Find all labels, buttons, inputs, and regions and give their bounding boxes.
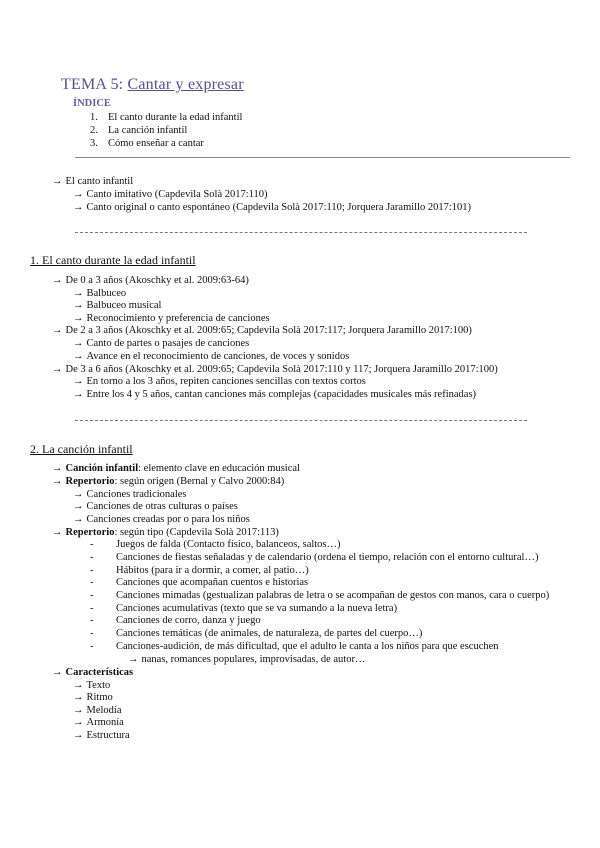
s1-group-main: → De 0 a 3 años (Akoschky et al. 2009:63-64) bbox=[52, 275, 249, 286]
arrow-icon: → bbox=[73, 514, 84, 525]
s2-repertorio-origen: → Repertorio: según origen (Bernal y Calvo 2000:84) bbox=[52, 476, 285, 487]
s1-group-main: → De 3 a 6 años (Akoschky et al. 2009:65; Capdevila Solà 2017:110 y 117; Jorquera Jaramillo 2017:100) bbox=[52, 364, 498, 375]
s2-type-item: - Canciones mimadas (gestualizan palabras de letra o se acompañan de gestos con manos, cara o cuerpo) bbox=[90, 590, 550, 601]
index-heading: ÍNDICE bbox=[73, 98, 111, 109]
index-item: 2. La canción infantil bbox=[90, 125, 188, 136]
arrow-icon: → bbox=[73, 489, 84, 500]
intro-main: → El canto infantil bbox=[52, 176, 134, 187]
index-item: 3. Cómo enseñar a cantar bbox=[90, 138, 204, 149]
page-title bbox=[61, 76, 244, 94]
arrow-icon: → bbox=[52, 364, 63, 375]
s2-type-item: - Juegos de falda (Contacto físico, balanceos, saltos…) bbox=[90, 539, 341, 550]
arrow-icon: → bbox=[73, 717, 84, 728]
s2-sub-item: → Canciones de otras culturas o países bbox=[73, 501, 238, 512]
s2-sub-item: → Melodía bbox=[73, 705, 122, 716]
s1-sub-item: → Avance en el reconocimiento de canciones, de voces y sonidos bbox=[73, 351, 350, 362]
dashed-divider bbox=[75, 420, 527, 421]
section2-heading: 2. La canción infantil bbox=[30, 442, 133, 456]
arrow-icon: → bbox=[52, 527, 63, 538]
arrow-icon: → bbox=[73, 501, 84, 512]
arrow-icon: → bbox=[128, 654, 139, 665]
s2-type-item: - Canciones que acompañan cuentos e historias bbox=[90, 577, 309, 588]
arrow-icon: → bbox=[73, 389, 84, 400]
arrow-icon: → bbox=[73, 313, 84, 324]
s2-type-extra: → nanas, romances populares, improvisadas, de autor… bbox=[128, 654, 366, 665]
s2-sub-item: → Armonía bbox=[73, 717, 124, 728]
index-item: 1. El canto durante la edad infantil bbox=[90, 112, 243, 123]
arrow-icon: → bbox=[73, 376, 84, 387]
arrow-icon: → bbox=[52, 325, 63, 336]
s1-sub-item: → Balbuceo musical bbox=[73, 300, 162, 311]
s2-type-item: - Canciones acumulativas (texto que se va sumando a la nueva letra) bbox=[90, 603, 398, 614]
arrow-icon: → bbox=[52, 176, 63, 187]
arrow-icon: → bbox=[73, 338, 84, 349]
s2-sub-item: → Canciones creadas por o para los niños bbox=[73, 514, 250, 525]
arrow-icon: → bbox=[73, 300, 84, 311]
intro-sub: → Canto original o canto espontáneo (Capdevila Solà 2017:110; Jorquera Jaramillo 2017:101) bbox=[73, 202, 472, 213]
intro-sub: → Canto imitativo (Capdevila Solà 2017:110) bbox=[73, 189, 268, 200]
arrow-icon: → bbox=[73, 680, 84, 691]
arrow-icon: → bbox=[52, 476, 63, 487]
s2-sub-item: → Texto bbox=[73, 680, 111, 691]
arrow-icon: → bbox=[52, 275, 63, 286]
arrow-icon: → bbox=[73, 288, 84, 299]
s2-repertorio-tipo: → Repertorio: según tipo (Capdevila Solà 2017:113) bbox=[52, 527, 279, 538]
s1-sub-item: → Entre los 4 y 5 años, cantan canciones más complejas (capacidades musicales más refinadas) bbox=[73, 389, 477, 400]
arrow-icon: → bbox=[73, 351, 84, 362]
s2-sub-item: → Ritmo bbox=[73, 692, 113, 703]
arrow-icon: → bbox=[73, 189, 84, 200]
s2-sub-item: → Estructura bbox=[73, 730, 130, 741]
s2-type-item: - Canciones temáticas (de animales, de naturaleza, de partes del cuerpo…) bbox=[90, 628, 423, 639]
s2-sub-item: → Canciones tradicionales bbox=[73, 489, 187, 500]
s1-sub-item: → Balbuceo bbox=[73, 288, 127, 299]
arrow-icon: → bbox=[73, 692, 84, 703]
arrow-icon: → bbox=[73, 730, 84, 741]
arrow-icon: → bbox=[52, 463, 63, 474]
s2-type-item: - Canciones de fiestas señaladas y de calendario (ordena el tiempo, relación con el entorno cultural…) bbox=[90, 552, 539, 563]
section1-heading: 1. El canto durante la edad infantil bbox=[30, 253, 196, 267]
s2-type-item: - Canciones de corro, danza y juego bbox=[90, 615, 261, 626]
s1-group-main: → De 2 a 3 años (Akoschky et al. 2009:65; Capdevila Solà 2017:117; Jorquera Jaramillo 2017:100) bbox=[52, 325, 472, 336]
s2-type-item: - Hábitos (para ir a dormir, a comer, al patio…) bbox=[90, 565, 309, 576]
title-subtitle: Cantar y expresar bbox=[127, 76, 244, 93]
arrow-icon: → bbox=[52, 667, 63, 678]
s1-sub-item: → En torno a los 3 años, repiten canciones sencillas con textos cortos bbox=[73, 376, 366, 387]
title-tema: TEMA 5: bbox=[61, 76, 124, 93]
horizontal-divider bbox=[75, 157, 570, 158]
arrow-icon: → bbox=[73, 202, 84, 213]
s1-sub-item: → Reconocimiento y preferencia de canciones bbox=[73, 313, 270, 324]
dashed-divider bbox=[75, 232, 527, 233]
s1-sub-item: → Canto de partes o pasajes de canciones bbox=[73, 338, 250, 349]
s2-type-item: - Canciones-audición, de más dificultad, que el adulto le canta a los niños para que escuchen bbox=[90, 641, 499, 652]
s2-cancion-line: → Canción infantil: elemento clave en educación musical bbox=[52, 463, 300, 474]
arrow-icon: → bbox=[73, 705, 84, 716]
s2-caracteristicas: → Características bbox=[52, 667, 134, 678]
